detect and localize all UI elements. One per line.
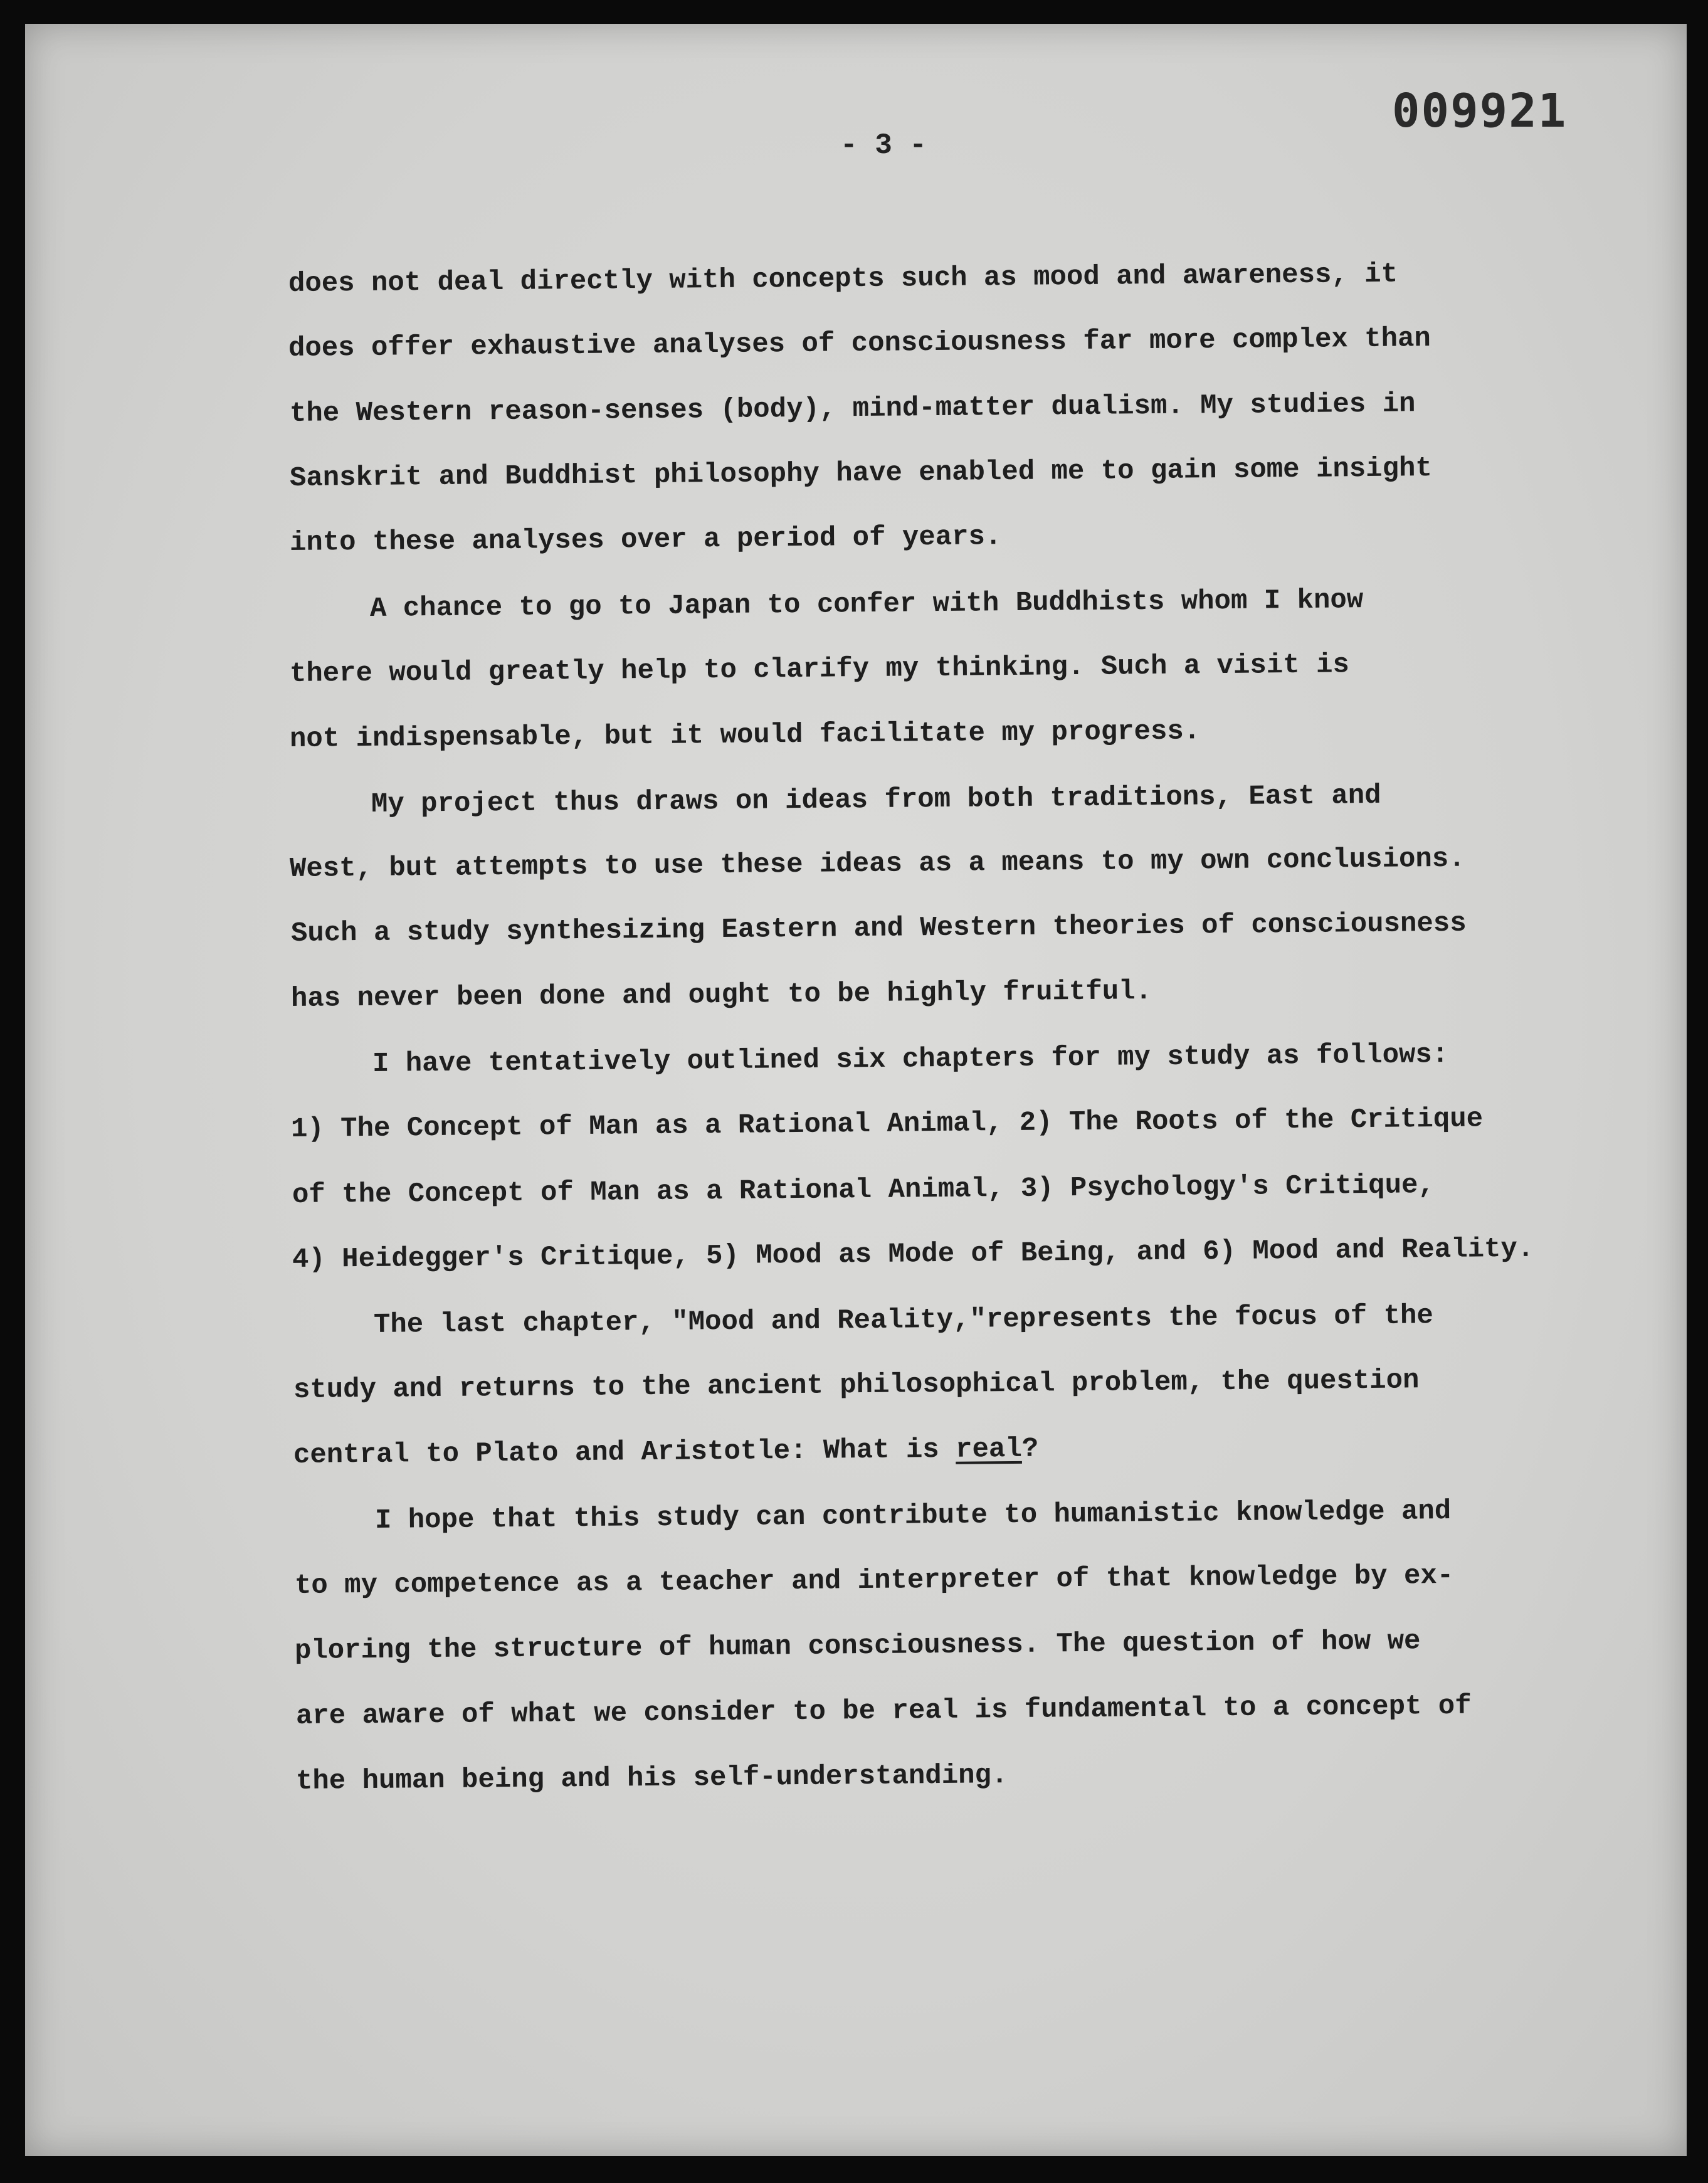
body-line: My project thus draws on ideas from both traditions, East and [371, 780, 1381, 820]
body-line: has never been done and ought to be highly fruitful. [290, 976, 1152, 1015]
body-line: to my competence as a teacher and interpreter of that knowledge by ex- [294, 1560, 1454, 1602]
body-line: of the Concept of Man as a Rational Animal, 3) Psychology's Critique, [292, 1170, 1435, 1211]
body-line: The last chapter, "Mood and Reality,"represents the focus of the [373, 1300, 1434, 1341]
body-line: A chance to go to Japan to confer with Buddhists whom I know [369, 584, 1364, 625]
underlined-word: real [955, 1433, 1022, 1466]
document-page [25, 24, 1687, 2156]
body-line: not indispensable, but it would facilitate my progress. [289, 716, 1201, 755]
body-line: ploring the structure of human consciousness. The question of how we [294, 1625, 1421, 1667]
body-line: study and returns to the ancient philosophical problem, the question [293, 1365, 1420, 1406]
body-line: the human being and his self-understanding. [295, 1760, 1008, 1797]
body-line [293, 1434, 1039, 1471]
body-line: West, but attempts to use these ideas as a means to my own conclusions. [289, 843, 1465, 885]
body-line-text: central to Plato and Aristotle: What is [293, 1434, 956, 1471]
body-line: I hope that this study can contribute to humanistic knowledge and [374, 1496, 1452, 1536]
body-line: are aware of what we consider to be real is fundamental to a concept of [295, 1690, 1472, 1732]
question-mark: ? [1021, 1433, 1039, 1465]
body-line: 1) The Concept of Man as a Rational Animal, 2) The Roots of the Critique [290, 1103, 1484, 1145]
body-line: there would greatly help to clarify my thinking. Such a visit is [289, 649, 1350, 690]
body-line: I have tentatively outlined six chapters for my study as follows: [372, 1039, 1449, 1080]
body-line: does offer exhaustive analyses of consciousness far more complex than [288, 323, 1431, 364]
page-number: - 3 - [840, 129, 927, 162]
body-line: the Western reason-senses (body), mind-matter dualism. My studies in [289, 388, 1416, 430]
body-line: into these analyses over a period of years. [289, 521, 1002, 559]
document-number: 009921 [1392, 84, 1568, 138]
body-line: Sanskrit and Buddhist philosophy have enabled me to gain some insight [289, 453, 1433, 494]
body-line: Such a study synthesizing Eastern and Western theories of consciousness [290, 907, 1467, 949]
body-line: 4) Heidegger's Critique, 5) Mood as Mode of Being, and 6) Mood and Reality. [292, 1233, 1534, 1276]
body-line: does not deal directly with concepts such as mood and awareness, it [288, 258, 1398, 300]
